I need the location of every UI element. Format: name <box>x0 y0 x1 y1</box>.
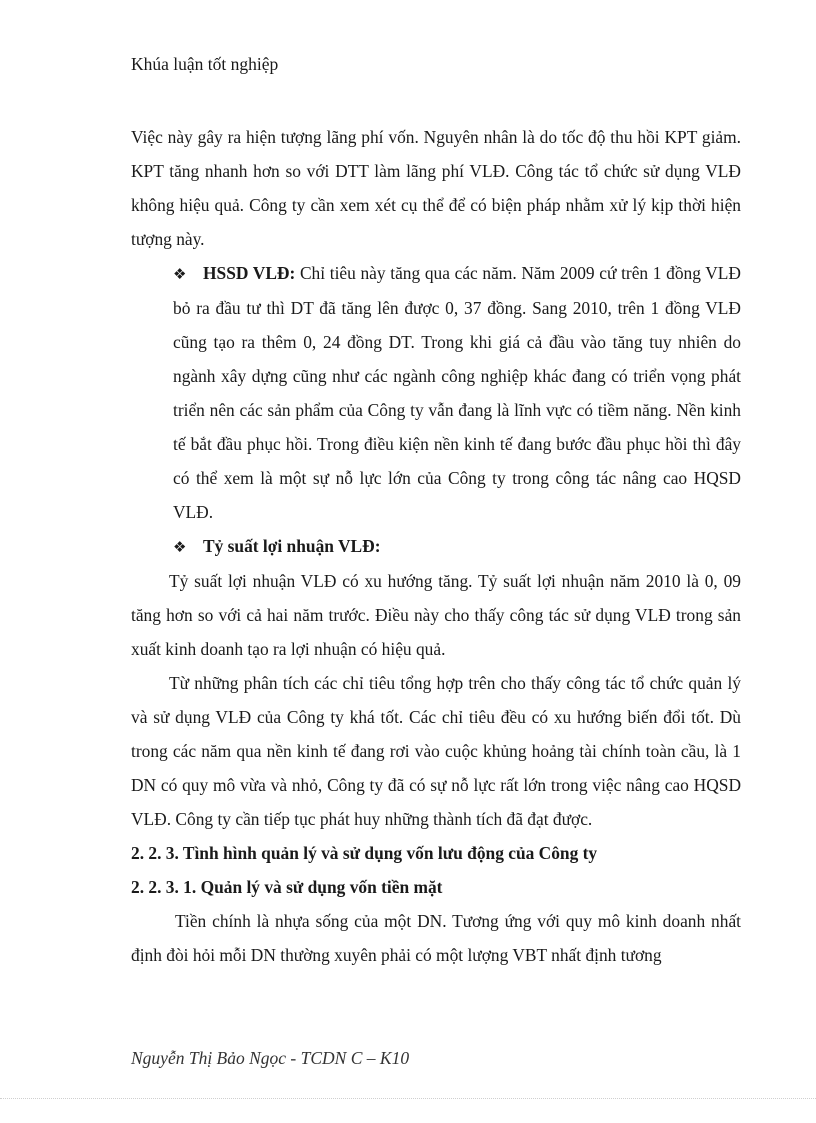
hssd-label: HSSD VLĐ: <box>203 263 296 283</box>
heading-tysuat <box>131 529 741 564</box>
page-header: Khúa luận tốt nghiệp <box>131 54 279 74</box>
paragraph-hssd <box>131 256 741 529</box>
paragraph-waste-capital: Việc này gây ra hiện tượng lãng phí vốn. Nguyên nhân là do tốc độ thu hồi KPT giảm. KPT tăng nhanh hơn so với DTT làm lãng phí VLĐ. Công tác tổ chức sử dụng VLĐ không hiệu quả. Công ty cần xem xét cụ thể để có biện pháp nhằm xử lý kịp thời hiện tượng này. <box>131 127 741 249</box>
hssd-text: Chỉ tiêu này tăng qua các năm. Năm 2009 cứ trên 1 đồng VLĐ bỏ ra đầu tư thì DT đã tăng lên được 0, 37 đồng. Sang 2010, trên 1 đồng VLĐ cũng tạo ra thêm 0, 24 đồng DT. Trong khi giá cả đầu vào tăng tuy nhiên do ngành xây dựng cũng như các ngành công nghiệp khác đang có triển vọng phát triển nên các sản phẩm của Công ty vẫn đang là lĩnh vực có tiềm năng. Nền kinh tế bắt đầu phục hồi. Trong điều kiện nền kinh tế đang bước đầu phục hồi thì đây có thể xem là một sự nỗ lực lớn của Công ty trong công tác nâng cao HQSD VLĐ. <box>173 263 741 522</box>
tysuat-heading-label: Tỷ suất lợi nhuận VLĐ: <box>203 536 381 556</box>
diamond-bullet-icon: ❖ <box>173 265 187 283</box>
paragraph-tysuat: Tỷ suất lợi nhuận VLĐ có xu hướng tăng. Tỷ suất lợi nhuận năm 2010 là 0, 09 tăng hơn so với cả hai năm trước. Điều này cho thấy công tác sử dụng VLĐ trong sản xuất kinh doanh tạo ra lợi nhuận có hiệu quả. <box>131 571 741 659</box>
paragraph-cash: Tiền chính là nhựa sống của một DN. Tương ứng với quy mô kinh doanh nhất định đòi hỏi mỗi DN thường xuyên phải có một lượng VBT nhất định tương <box>131 911 741 965</box>
page-footer: Nguyễn Thị Bảo Ngọc - TCDN C – K10 <box>131 1048 410 1068</box>
page-divider <box>0 1098 816 1099</box>
paragraph-summary: Từ những phân tích các chỉ tiêu tổng hợp trên cho thấy công tác tổ chức quản lý và sử dụng VLĐ của Công ty khá tốt. Các chỉ tiêu đều có xu hướng biến đổi tốt. Dù trong các năm qua nền kinh tế đang rơi vào cuộc khủng hoảng tài chính toàn cầu, là 1 DN có quy mô vừa và nhỏ, Công ty đã có sự nỗ lực rất lớn trong việc nâng cao HQSD VLĐ. Công ty cần tiếp tục phát huy những thành tích đã đạt được. <box>131 673 741 829</box>
diamond-bullet-icon: ❖ <box>173 538 187 556</box>
section-heading-2-2-3: 2. 2. 3. Tình hình quản lý và sử dụng vốn lưu động của Công ty <box>131 843 598 863</box>
section-heading-2-2-3-1: 2. 2. 3. 1. Quản lý và sử dụng vốn tiền mặt <box>131 877 443 897</box>
document-body <box>131 120 741 972</box>
